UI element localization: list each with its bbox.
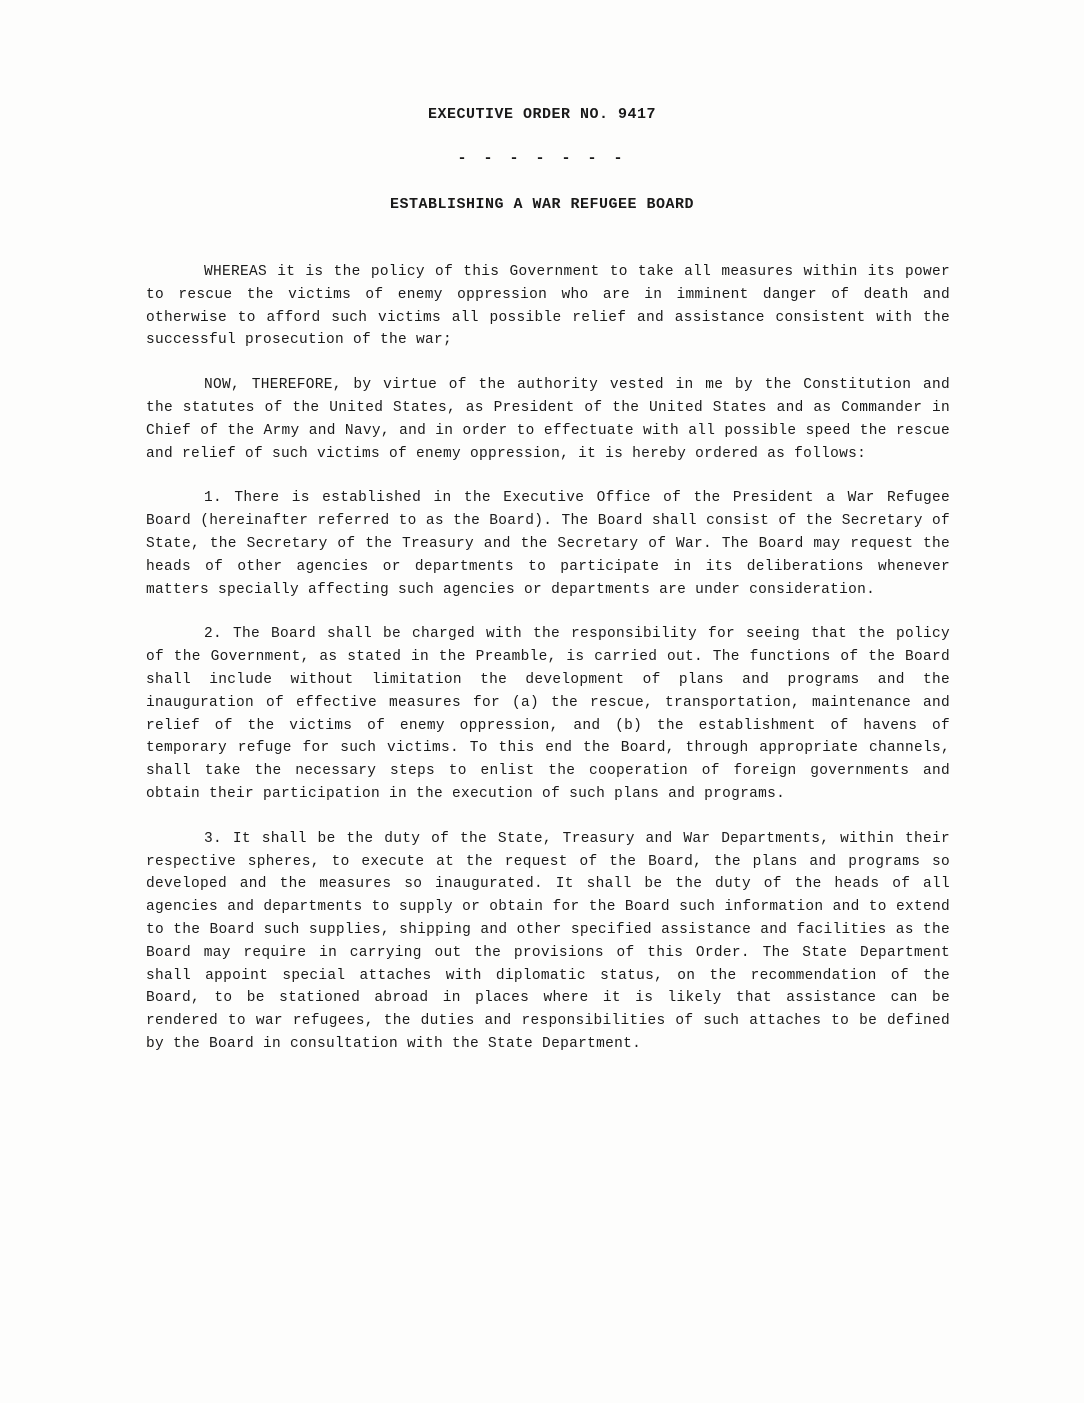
- section-1-paragraph: 1. There is established in the Executive Office of the President a War Refugee Board (hereinafter referred to as the Board). The Board shall consist of the Secretary of State, the Secretary of the Treasury and the Secretary of War. The Board may request the heads of other agencies or departments to participate in its deliberations whenever matters specially affecting such agencies or departments are under consideration.: [146, 490, 950, 598]
- order-subtitle: ESTABLISHING A WAR REFUGEE BOARD: [389, 196, 695, 213]
- section-3-paragraph: 3. It shall be the duty of the State, Treasury and War Departments, within their respective spheres, to execute at the request of the Board, the plans and programs so developed and the measures so inaugurated. It shall be the duty of the heads of all agencies and departments to supply or obtain for the Board such information and to extend to the Board such supplies, shipping and other specified assistance and facilities as the Board may require in carrying out the provisions of this Order. The State Department shall appoint special attaches with diplomatic status, on the recommendation of the Board, to be stationed abroad in places where it is likely that assistance can be rendered to war refugees, the duties and responsibilities of such attaches to be defined by the Board in consultation with the State Department.: [146, 830, 950, 1052]
- section-2-paragraph: 2. The Board shall be charged with the responsibility for seeing that the policy of the Government, as stated in the Preamble, is carried out. The functions of the Board shall include without limitation the development of plans and programs and the inauguration of effective measures for (a) the rescue, transportation, maintenance and relief of the victims of enemy oppression, and (b) the establishment of havens of temporary refuge for such victims. To this end the Board, through appropriate channels, shall take the necessary steps to enlist the cooperation of foreign governments and obtain their participation in the execution of such plans and programs.: [146, 626, 950, 802]
- therefore-paragraph: NOW, THEREFORE, by virtue of the authority vested in me by the Constitution and the statutes of the United States, as President of the United States and as Commander in Chief of the Army and Navy, and in order to effectuate with all possible speed the rescue and relief of such victims of enemy oppression, it is hereby ordered as follows:: [146, 377, 950, 462]
- title-separator: - - - - - - -: [457, 150, 627, 167]
- order-title: EXECUTIVE ORDER NO. 9417: [427, 106, 657, 123]
- order-body: [146, 261, 950, 1078]
- whereas-paragraph: WHEREAS it is the policy of this Government to take all measures within its power to rescue the victims of enemy oppression who are in imminent danger of death and otherwise to afford such victims all possible relief and assistance consistent with the successful prosecution of the war;: [146, 264, 950, 349]
